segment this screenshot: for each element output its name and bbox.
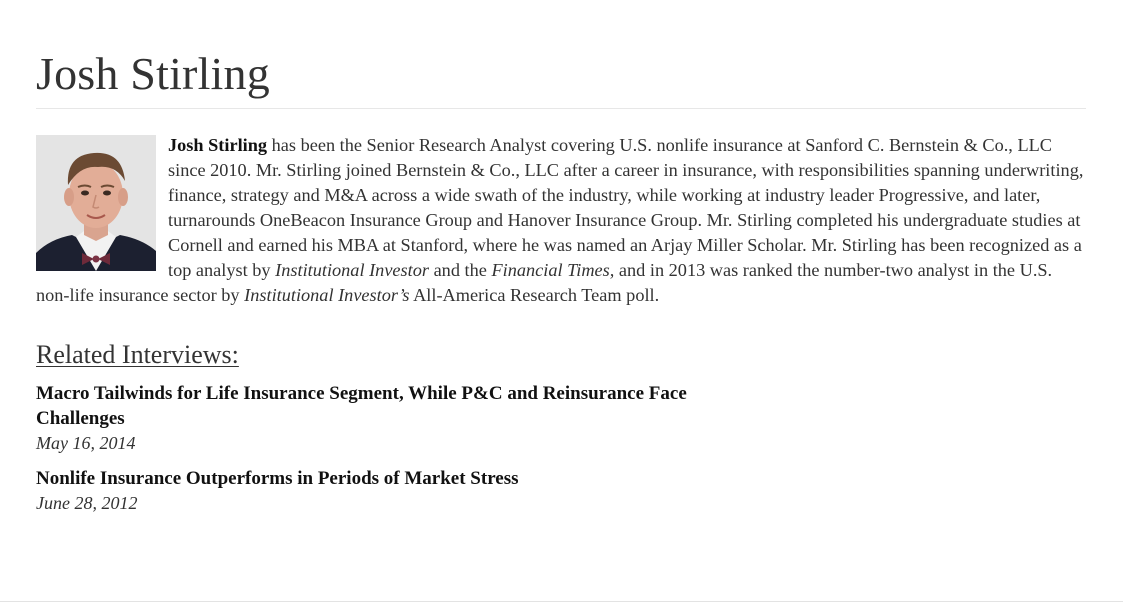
- bio-publication-1: Institutional Investor: [275, 260, 429, 280]
- interview-date: May 16, 2014: [36, 433, 136, 453]
- bio-text-2: and the: [429, 260, 492, 280]
- bio-text-3: and in 2013 was ranked the number-two analyst in the U.S. non-life insurance sector by: [36, 260, 1053, 305]
- interview-link[interactable]: Nonlife Insurance Outperforms in Periods of Market Stress: [36, 468, 519, 489]
- bio-publication-2: Financial Times,: [491, 260, 615, 280]
- title-divider: [36, 108, 1086, 109]
- bio-text-4: All-America Research Team poll.: [409, 285, 660, 305]
- interview-link[interactable]: Macro Tailwinds for Life Insurance Segment, While P&C and Reinsurance Face Challenges: [36, 383, 687, 429]
- portrait-illustration: [36, 135, 156, 271]
- page-title: Josh Stirling: [36, 48, 270, 99]
- interview-item: [36, 466, 1087, 516]
- related-interviews-list: [36, 381, 1087, 516]
- bio-text-1: has been the Senior Research Analyst covering U.S. nonlife insurance at Sanford C. Bernstein & Co., LLC since 2010. Mr. Stirling joined Bernstein & Co., LLC after a career in insurance, with responsibilities spanning underwriting, finance, strategy and M&A across a wide swath of the industry, while working at industry leader Progressive, and later, turnarounds OneBeacon Insurance Group and Hanover Insurance Group. Mr. Stirling completed his undergraduate studies at Cornell and earned his MBA at Stanford, where he was named an Arjay Miller Scholar. Mr. Stirling has been recognized as a top analyst by: [168, 135, 1084, 280]
- bio-name: Josh Stirling: [168, 135, 268, 155]
- related-interviews-heading: Related Interviews:: [36, 340, 239, 369]
- portrait-photo: [36, 135, 156, 271]
- bio-publication-3: Institutional Investor’s: [244, 285, 410, 305]
- bio-section: [36, 133, 1086, 308]
- interview-item: [36, 381, 1087, 456]
- footer-divider: [0, 601, 1123, 602]
- interview-date: June 28, 2012: [36, 493, 138, 513]
